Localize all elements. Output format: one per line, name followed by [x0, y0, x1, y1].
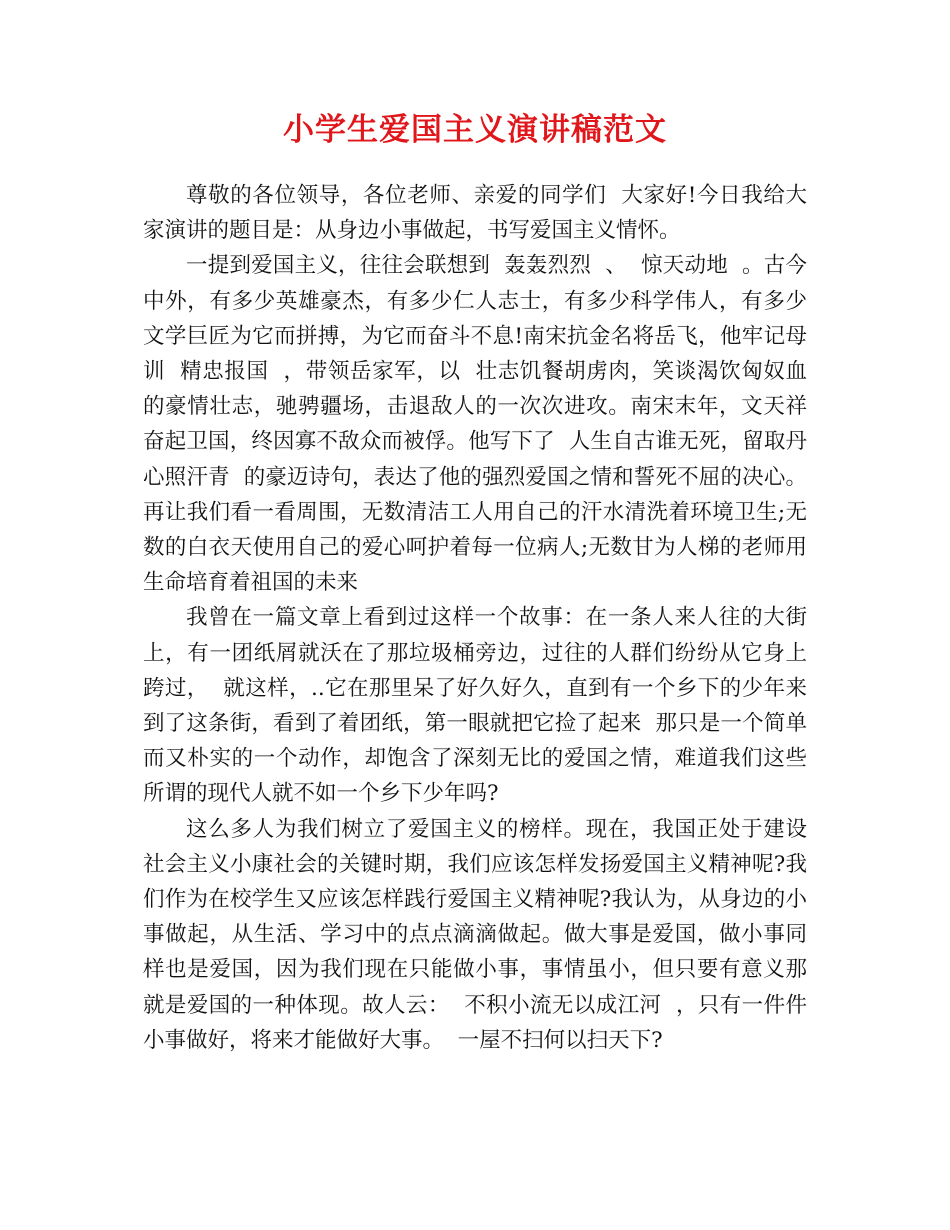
document-title: 小学生爱国主义演讲稿范文	[283, 112, 667, 148]
paragraph-1: 尊敬的各位领导，各位老师、亲爱的同学们 大家好!今日我给大家演讲的题目是：从身边小事做起，书写爱国主义情怀。	[143, 183, 807, 244]
document-body	[143, 178, 821, 1058]
paragraph-2: 一提到爱国主义，往往会联想到 轰轰烈烈 、 惊天动地 。古今中外，有多少英雄豪杰，有多少仁人志士，有多少科学伟人，有多少文学巨匠为它而拼搏，为它而奋斗不息!南宋抗金名将岳飞，他牢记母训 精忠报国 ，带领岳家军，以 壮志饥餐胡虏肉，笑谈渴饮匈奴血 的豪情壮志，驰骋疆场，击退敌人的一次次进攻。南宋末年，文天祥奋起卫国，终因寡不敌众而被俘。他写下了 人生自古谁无死，留取丹心照汗青 的豪迈诗句，表达了他的强烈爱国之情和誓死不屈的决心。再让我们看一看周围，无数清洁工人用自己的汗水清洗着环境卫生;无数的白衣天使用自己的爱心呵护着每一位病人;无数甘为人梯的老师用生命培育着祖国的未来	[143, 253, 821, 596]
paragraph-3: 我曾在一篇文章上看到过这样一个故事：在一条人来人往的大街上，有一团纸屑就沃在了那垃圾桶旁边，过往的人群们纷纷从它身上跨过， 就这样，..它在那里呆了好久好久，直到有一个乡下的少年来到了这条街，看到了着团纸，第一眼就把它捡了起来 那只是一个简单而又朴实的一个动作，却饱含了深刻无比的爱国之情，难道我们这些所谓的现代人就不如一个乡下少年吗?	[143, 605, 807, 807]
paragraph-4: 这么多人为我们树立了爱国主义的榜样。现在，我国正处于建设社会主义小康社会的关键时期，我们应该怎样发扬爱国主义精神呢?我们作为在校学生又应该怎样践行爱国主义精神呢?我认为，从身边的小事做起，从生活、学习中的点点滴滴做起。做大事是爱国，做小事同样也是爱国，因为我们现在只能做小事，事情虽小，但只要有意义那就是爱国的一种体现。故人云： 不积小流无以成江河 ，只有一件件小事做好，将来才能做好大事。 一屋不扫何以扫天下?	[143, 816, 807, 1053]
